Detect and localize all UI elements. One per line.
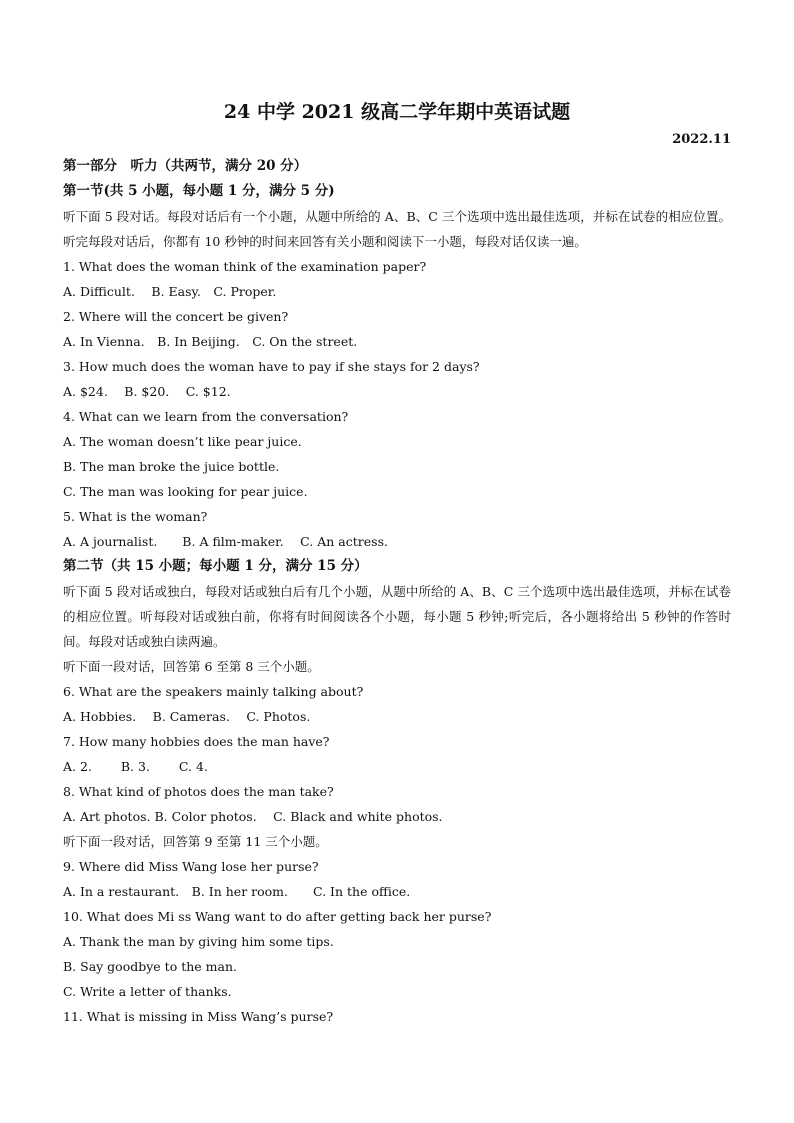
question-10-option-a: A. Thank the man by giving him some tips. [63,934,334,949]
question-4-option-b: B. The man broke the juice bottle. [63,459,280,474]
question-6: 6. What are the speakers mainly talking about? [63,684,364,699]
section1-instructions: 听下面 5 段对话。每段对话后有一个小题，从题中所给的 A、B、C 三个选项中选出最佳选项，并标在试卷的相应位置。听完每段对话后，你都有 10 秒钟的时间来回答有关小题和阅读下一小题，每段对话仅读一遍。 [63,209,731,249]
group1-intro: 听下面一段对话，回答第 6 至第 8 三个小题。 [63,659,320,674]
question-8-options: A. Art photos. B. Color photos. C. Black and white photos. [63,809,443,824]
question-4: 4. What can we learn from the conversation? [63,409,349,424]
question-1-options: A. Difficult. B. Easy. C. Proper. [63,284,277,299]
question-7: 7. How many hobbies does the man have? [63,734,330,749]
question-2-options: A. In Vienna. B. In Beijing. C. On the street. [63,334,358,349]
question-3: 3. How much does the woman have to pay if she stays for 2 days? [63,359,480,374]
question-1: 1. What does the woman think of the examination paper? [63,259,427,274]
page-title: 24 中学 2021 级高二学年期中英语试题 [223,101,571,123]
question-11: 11. What is missing in Miss Wang’s purse? [63,1009,334,1024]
section2-heading: 第二节（共 15 小题；每小题 1 分，满分 15 分） [63,558,368,574]
question-10-option-b: B. Say goodbye to the man. [63,959,237,974]
question-9-options: A. In a restaurant. B. In her room. C. In the office. [63,884,411,899]
question-8: 8. What kind of photos does the man take? [63,784,334,799]
exam-date: 2022.11 [672,132,731,147]
question-10-option-c: C. Write a letter of thanks. [63,984,232,999]
question-5-options: A. A journalist. B. A film-maker. C. An actress. [63,534,388,549]
question-3-options: A. $24. B. $20. C. $12. [63,384,231,399]
group2-intro: 听下面一段对话，回答第 9 至第 11 三个小题。 [63,834,328,849]
section2-instructions: 听下面 5 段对话或独白，每段对话或独白后有几个小题，从题中所给的 A、B、C 三个选项中选出最佳选项，并标在试卷的相应位置。听每段对话或独白前，你将有时间阅读各个小题，每小题 5 秒钟;听完后，各小题将给出 5 秒钟的作答时间。每段对话或独白读两遍。 [63,584,731,649]
question-4-option-c: C. The man was looking for pear juice. [63,484,308,499]
part1-heading: 第一部分 听力（共两节，满分 20 分） [63,158,308,174]
question-5: 5. What is the woman? [63,509,208,524]
question-2: 2. Where will the concert be given? [63,309,289,324]
question-10: 10. What does Mi ss Wang want to do after getting back her purse? [63,909,492,924]
question-4-option-a: A. The woman doesn’t like pear juice. [63,434,302,449]
exam-content [63,154,731,1029]
section1-heading: 第一节(共 5 小题，每小题 1 分，满分 5 分) [63,183,335,199]
question-9: 9. Where did Miss Wang lose her purse? [63,859,319,874]
question-6-options: A. Hobbies. B. Cameras. C. Photos. [63,709,311,724]
question-7-options: A. 2. B. 3. C. 4. [63,759,208,774]
